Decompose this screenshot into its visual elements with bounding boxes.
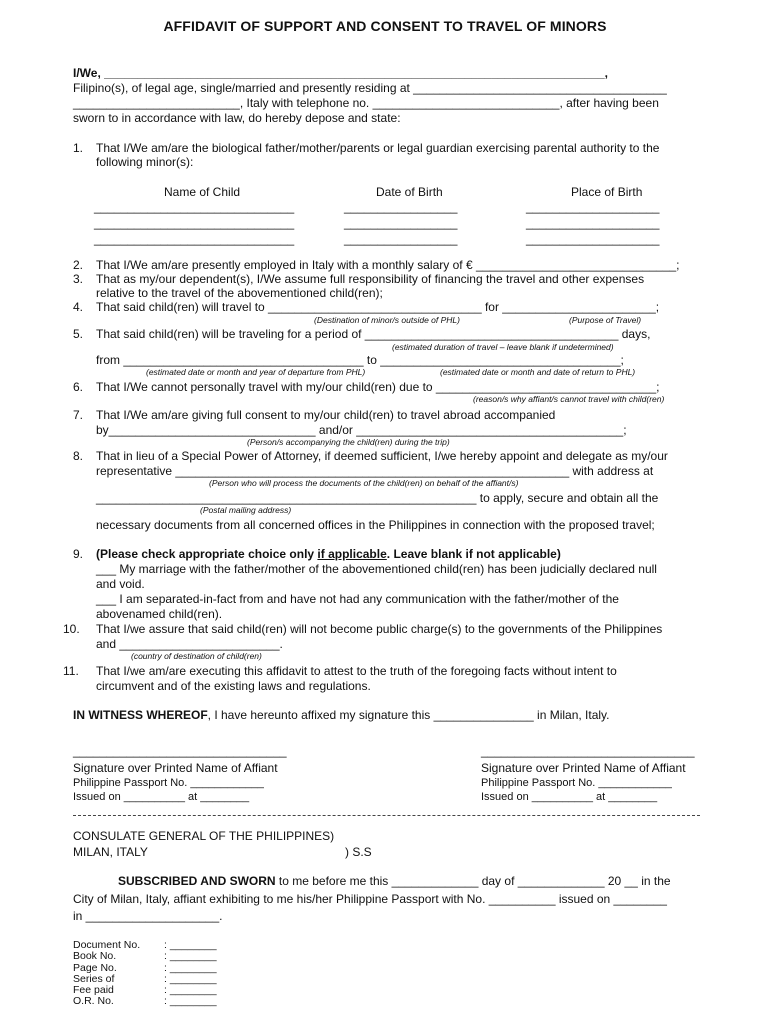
child-name-field[interactable]: ______________________________	[94, 200, 295, 214]
item8-line-1: That in lieu of a Special Power of Attorney, if deemed sufficient, I/we hereby appoint and delegate as my/our	[96, 449, 668, 463]
notarial-labels	[73, 940, 140, 1008]
signature-label: Signature over Printed Name of Affiant	[481, 761, 686, 775]
intro-line-1[interactable]: I/We, ___________________________________________________________________________,	[73, 66, 608, 80]
notarial-value[interactable]: : ________	[164, 995, 217, 1008]
child-dob-field[interactable]: _________________	[344, 200, 458, 214]
child-pob-field[interactable]: ____________________	[526, 232, 660, 246]
item-number: 6.	[73, 380, 84, 394]
col-date-of-birth: Date of Birth	[376, 185, 443, 199]
item7-line-2[interactable]: by_______________________________ and/or ________________________________________;	[96, 423, 627, 437]
item10-line-2[interactable]: and ________________________.	[96, 637, 283, 651]
notarial-label: Fee paid	[73, 984, 114, 997]
consulate-ss: ) S.S	[345, 845, 372, 859]
item7-line-1: That I/We am/are giving full consent to my/our child(ren) to travel abroad accompanied	[96, 408, 556, 422]
item7-note: (Person/s accompanying the child(ren) during the trip)	[247, 437, 450, 447]
item8-line-3[interactable]: _________________________________________________________ to apply, secure and obtain all the	[96, 491, 659, 505]
notarial-value[interactable]: : ________	[164, 939, 217, 951]
item5-line-2[interactable]: from ____________________________________ to ____________________________________;	[96, 353, 624, 367]
item4-text[interactable]: That said child(ren) will travel to ________________________________ for _______________________;	[96, 300, 660, 314]
item10-note: (country of destination of child(ren)	[131, 651, 262, 661]
item4-note-purpose: (Purpose of Travel)	[569, 315, 642, 325]
child-pob-field[interactable]: ____________________	[526, 216, 660, 230]
passport-field[interactable]: Philippine Passport No. ____________	[481, 777, 672, 789]
item8-line-2[interactable]: representative ___________________________________________________________ with address at	[96, 464, 654, 478]
item9-option-1[interactable]: ___ My marriage with the father/mother of the abovementioned child(ren) has been judicially declared null	[96, 562, 657, 576]
item3-line-2: relative to the travel of the abovementioned child(ren);	[96, 286, 383, 300]
item9-option-2[interactable]: ___ I am separated-in-fact from and have not had any communication with the father/mother of the	[96, 592, 619, 606]
notarial-value[interactable]: : ________	[164, 984, 217, 997]
item2-text[interactable]: That I/We am/are presently employed in Italy with a monthly salary of € ______________________________;	[96, 258, 680, 272]
intro-line-2[interactable]: Filipino(s), of legal age, single/married and presently residing at ______________________________________	[73, 81, 667, 95]
item6-text[interactable]: That I/We cannot personally travel with my/our child(ren) due to _________________________________;	[96, 380, 660, 394]
notarial-value[interactable]: : ________	[164, 972, 217, 985]
item10-line-1: That I/we assure that said child(ren) will not become public charge(s) to the governments of the Philippines	[96, 622, 663, 636]
item9-option-1-cont: and void.	[96, 577, 145, 591]
child-name-field[interactable]: ______________________________	[94, 216, 295, 230]
page-title: AFFIDAVIT OF SUPPORT AND CONSENT TO TRAVEL OF MINORS	[163, 18, 607, 34]
item6-note: (reason/s why affiant/s cannot travel with child(ren)	[473, 394, 665, 404]
item5-note-return: (estimated date or month and date of return to PHL)	[440, 367, 636, 377]
item-number: 4.	[73, 300, 84, 314]
child-pob-field[interactable]: ____________________	[526, 200, 660, 214]
child-dob-field[interactable]: _________________	[344, 216, 458, 230]
col-name-of-child: Name of Child	[164, 185, 241, 199]
jurat-line-3[interactable]: in ____________________.	[73, 909, 223, 923]
item1-line-2: following minor(s):	[96, 155, 194, 169]
jurat-line-2[interactable]: City of Milan, Italy, affiant exhibiting to me his/her Philippine Passport with No. __________ issued on ________	[73, 892, 667, 906]
item-number: 1.	[73, 141, 84, 155]
item8-line-4: necessary documents from all concerned offices in the Philippines in connection with the proposed travel;	[96, 518, 655, 532]
notarial-value[interactable]: : ________	[164, 950, 217, 963]
item8-note-address: (Postal mailing address)	[200, 505, 292, 515]
signature-label: Signature over Printed Name of Affiant	[73, 761, 278, 775]
notarial-label: Series of	[73, 972, 115, 985]
passport-field[interactable]: Philippine Passport No. ____________	[73, 777, 264, 789]
item-number: 7.	[73, 408, 84, 422]
notarial-label: Document No.	[73, 939, 141, 951]
section-divider	[73, 815, 700, 816]
item9-heading: (Please check appropriate choice only if applicable. Leave blank if not applicable)	[96, 547, 561, 561]
item-number: 9.	[73, 547, 84, 561]
signature-line[interactable]: ________________________________	[481, 744, 695, 758]
jurat-line-1[interactable]: SUBSCRIBED AND SWORN to me before me this _____________ day of _____________ 20 __ in the	[118, 874, 671, 888]
notarial-label: Page No.	[73, 961, 117, 974]
intro-line-4: sworn to in accordance with law, do hereby depose and state:	[73, 111, 401, 125]
col-place-of-birth: Place of Birth	[571, 185, 643, 199]
consulate-city: MILAN, ITALY	[73, 845, 148, 859]
child-name-field[interactable]: ______________________________	[94, 232, 295, 246]
item-number: 5.	[73, 327, 84, 341]
notarial-values	[164, 940, 217, 1008]
consulate-name: CONSULATE GENERAL OF THE PHILIPPINES)	[73, 829, 335, 843]
notarial-label: O.R. No.	[73, 995, 114, 1008]
item5-note-duration: (estimated duration of travel – leave blank if undetermined)	[392, 342, 614, 352]
child-dob-field[interactable]: _________________	[344, 232, 458, 246]
item5-line-1[interactable]: That said child(ren) will be traveling for a period of ______________________________________ days,	[96, 327, 651, 341]
item-number: 3.	[73, 272, 84, 286]
issued-field[interactable]: Issued on __________ at ________	[73, 791, 250, 803]
item1-line-1: That I/We am/are the biological father/mother/parents or legal guardian exercising parental authority to the	[96, 141, 660, 155]
witness-clause[interactable]: IN WITNESS WHEREOF, I have hereunto affixed my signature this _______________ in Milan, Italy.	[73, 708, 610, 722]
issued-field[interactable]: Issued on __________ at ________	[481, 791, 658, 803]
item-number: 11.	[63, 664, 79, 678]
item11-line-2: circumvent and of the existing laws and regulations.	[96, 679, 371, 693]
item11-line-1: That I/we am/are executing this affidavit to attest to the truth of the foregoing facts without intent to	[96, 664, 617, 678]
item-number: 10.	[63, 622, 80, 636]
item5-note-departure: (estimated date or month and year of departure from PHL)	[146, 367, 366, 377]
item4-note-destination: (Destination of minor/s outside of PHL)	[314, 315, 460, 325]
item3-line-1: That as my/our dependent(s), I/We assume full responsibility of financing the travel and other expenses	[96, 272, 645, 286]
intro-line-3[interactable]: _________________________, Italy with telephone no. ____________________________, after having been	[73, 96, 659, 110]
item8-note-person: (Person who will process the documents of the child(ren) on behalf of the affiant/s)	[209, 478, 519, 488]
signature-line[interactable]: ________________________________	[73, 744, 287, 758]
item-number: 2.	[73, 258, 84, 272]
notarial-value[interactable]: : ________	[164, 961, 217, 974]
item9-option-2-cont: abovenamed child(ren).	[96, 607, 223, 621]
notarial-label: Book No.	[73, 950, 117, 963]
item-number: 8.	[73, 449, 84, 463]
